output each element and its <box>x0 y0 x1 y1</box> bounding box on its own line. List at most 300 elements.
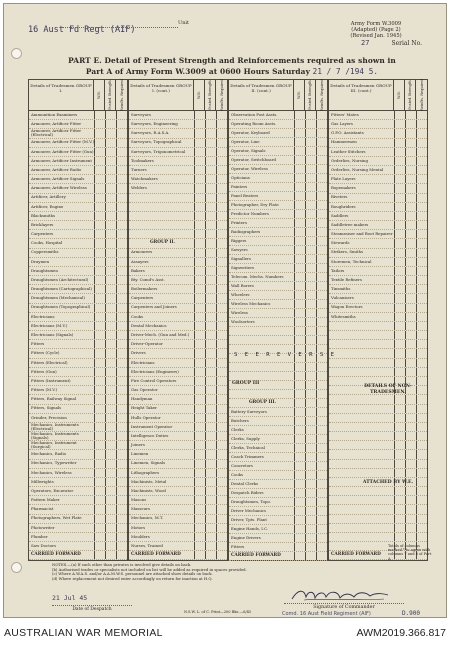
entry-cell <box>105 505 116 513</box>
table-row <box>229 219 327 228</box>
entry-cell <box>294 399 305 407</box>
entry-cell <box>105 533 116 541</box>
entry-cell <box>216 221 227 229</box>
entry-cell <box>294 534 305 542</box>
table-row <box>29 551 127 560</box>
entry-cell <box>116 267 127 275</box>
entry-cell <box>216 331 227 339</box>
entry-cell <box>294 444 305 452</box>
entry-cell <box>216 120 227 128</box>
trade-label <box>329 515 394 523</box>
entry-cell <box>294 237 305 245</box>
entry-cell <box>394 432 405 440</box>
trade-label <box>329 322 394 330</box>
table-row <box>329 304 427 313</box>
trade-label: Riveters <box>331 194 348 200</box>
entry-cell <box>305 462 316 470</box>
entry-cell <box>116 386 127 394</box>
trade-label: Wireless Mechanics <box>231 300 271 306</box>
trade-label <box>329 331 394 339</box>
entry-cell <box>305 300 316 308</box>
entry-cell <box>194 221 205 229</box>
table-row <box>129 423 227 432</box>
trade-label: Drivers <box>131 350 146 356</box>
entry-cell <box>416 221 427 229</box>
trade-label: Saddletree makers <box>331 221 369 227</box>
entry-cell <box>105 359 116 367</box>
entry-cell <box>294 291 305 299</box>
entry-cell <box>94 386 105 394</box>
entry-cell <box>405 230 416 238</box>
table-row <box>29 120 127 129</box>
trade-label: Woolsorters <box>231 318 255 324</box>
entry-cell <box>294 381 305 389</box>
form-line: Army Form W.3009 <box>350 21 402 27</box>
table-row <box>329 395 427 404</box>
entry-cell <box>294 219 305 227</box>
table-row <box>229 336 327 345</box>
entry-cell <box>416 139 427 147</box>
entry-cell <box>116 166 127 174</box>
entry-cell <box>416 249 427 257</box>
table-row <box>129 478 227 487</box>
table-row <box>129 184 227 193</box>
table-row <box>329 460 427 469</box>
entry-cell <box>416 432 427 440</box>
entry-cell <box>94 542 105 550</box>
entry-cell <box>116 304 127 312</box>
entry-cell <box>94 505 105 513</box>
table-row <box>29 524 127 533</box>
entry-cell <box>205 267 216 275</box>
entry-cell <box>116 395 127 403</box>
entry-cell <box>105 212 116 220</box>
column-heading: Details of Tradesmen GROUP I. <box>29 80 94 110</box>
entry-cell <box>205 340 216 348</box>
entry-cell <box>216 249 227 257</box>
trade-table-3 <box>228 79 328 561</box>
entry-cell <box>205 294 216 302</box>
entry-cell <box>105 111 116 119</box>
trade-label: Concretors <box>231 462 253 468</box>
entry-cell <box>305 129 316 137</box>
entry-cell <box>316 372 327 380</box>
trade-label: Welders <box>131 185 147 191</box>
entry-cell <box>216 395 227 403</box>
unit-stamp: Comd. 16 Aust Field Regiment (AIF) <box>282 611 371 617</box>
trade-label: Lithographers <box>131 469 160 475</box>
entry-cell <box>116 423 127 431</box>
entry-cell <box>194 524 205 532</box>
punch-hole <box>11 562 22 573</box>
entry-cell <box>305 255 316 263</box>
entry-cell <box>305 426 316 434</box>
entry-cell <box>116 414 127 422</box>
entry-cell <box>116 478 127 486</box>
entry-cell <box>216 267 227 275</box>
entry-cell <box>216 111 227 119</box>
punch-hole <box>11 48 22 59</box>
entry-cell <box>94 487 105 495</box>
column-heading: Details of Tradesmen GROUP II. (cont.) <box>229 80 294 110</box>
entry-cell <box>94 276 105 284</box>
entry-cell <box>416 148 427 156</box>
entry-cell <box>294 516 305 524</box>
entry-cell <box>305 363 316 371</box>
trade-label: Clerks, Supply <box>231 435 260 441</box>
entry-cell <box>205 524 216 532</box>
unit-line <box>28 17 268 35</box>
table-row <box>29 239 127 248</box>
trade-label: Panel Beaters <box>231 192 259 198</box>
entry-cell <box>116 276 127 284</box>
entry-cell <box>305 399 316 407</box>
entry-cell <box>305 498 316 506</box>
entry-cell <box>394 423 405 431</box>
entry-cell <box>194 203 205 211</box>
trade-label: Wall Borers <box>231 282 254 288</box>
column-heading: Details of Tradesmen GROUP III. (cont.) <box>329 80 394 110</box>
entry-cell <box>205 487 216 495</box>
entry-cell <box>316 291 327 299</box>
trade-label: Pattern Maker <box>31 497 60 503</box>
entry-cell <box>294 372 305 380</box>
trade-label: Photowriter <box>31 524 55 530</box>
table-row <box>329 487 427 496</box>
entry-cell <box>416 469 427 477</box>
entry-cell <box>116 359 127 367</box>
subcolumn-heading: Posted Strength <box>108 80 112 110</box>
entry-cell <box>105 120 116 128</box>
entry-cell <box>205 414 216 422</box>
entry-cell <box>416 331 427 339</box>
table-row <box>229 372 327 381</box>
entry-cell <box>94 441 105 449</box>
subcolumn-heading: W.E. <box>397 91 401 99</box>
entry-cell <box>194 239 205 247</box>
printer-line: N.S.W. L. of C. Print—200 Bks.—6/45 <box>184 610 252 614</box>
entry-cell <box>94 496 105 504</box>
trade-label: Hulls Operator <box>131 414 161 420</box>
entry-cell <box>405 469 416 477</box>
entry-cell <box>205 386 216 394</box>
table-row <box>229 516 327 525</box>
entry-cell <box>216 414 227 422</box>
table-row <box>29 377 127 386</box>
table-row <box>229 210 327 219</box>
title-line: Part A of Army Form W.3009 at 0600 Hours Saturday <box>85 67 310 76</box>
trade-label: Surveyors, Engineering <box>131 121 178 127</box>
entry-cell <box>194 340 205 348</box>
table-row <box>129 460 227 469</box>
entry-cell <box>105 405 116 413</box>
entry-cell <box>116 432 127 440</box>
table-row <box>129 405 227 414</box>
table-row <box>29 194 127 203</box>
entry-cell <box>316 201 327 209</box>
trade-label <box>129 230 194 238</box>
entry-cell <box>216 460 227 468</box>
signature-block <box>284 587 404 610</box>
trade-label: Fitters' Mates <box>331 111 359 117</box>
trade-label: Operator, Signals <box>231 147 266 153</box>
table-row <box>129 524 227 533</box>
trade-label: Instrument Operator <box>131 423 173 429</box>
entry-cell <box>305 507 316 515</box>
trade-label <box>329 368 394 376</box>
entry-cell <box>316 309 327 317</box>
entry-cell <box>405 313 416 321</box>
entry-cell <box>394 285 405 293</box>
trade-label: Fitters (Cycle) <box>31 350 60 356</box>
column-heading: Details of Tradesmen GROUP I. (cont.) <box>129 80 194 110</box>
entry-cell <box>405 505 416 513</box>
entry-cell <box>305 228 316 236</box>
entry-cell <box>94 469 105 477</box>
entry-cell <box>194 542 205 550</box>
entry-cell <box>105 414 116 422</box>
entry-cell <box>394 349 405 357</box>
entry-cell <box>116 111 127 119</box>
table-row <box>329 249 427 258</box>
table-row <box>29 157 127 166</box>
table-row <box>129 340 227 349</box>
table-row <box>229 192 327 201</box>
entry-cell <box>294 183 305 191</box>
entry-cell <box>94 423 105 431</box>
table-row <box>329 524 427 533</box>
entry-cell <box>194 359 205 367</box>
table-row <box>29 359 127 368</box>
table-row <box>229 201 327 210</box>
entry-cell <box>116 139 127 147</box>
entry-cell <box>305 246 316 254</box>
entry-cell <box>105 294 116 302</box>
entry-cell <box>205 349 216 357</box>
entry-cell <box>394 450 405 458</box>
entry-cell <box>116 313 127 321</box>
entry-cell <box>94 148 105 156</box>
trade-label: Fitters <box>31 341 45 347</box>
entry-cell <box>405 285 416 293</box>
entry-cell <box>305 174 316 182</box>
entry-cell <box>305 237 316 245</box>
table-row <box>229 507 327 516</box>
entry-cell <box>116 524 127 532</box>
subcolumn-heading: Reinfts. Required <box>219 79 224 111</box>
entry-cell <box>394 505 405 513</box>
trade-label: Draughtsmen (Topographical) <box>31 304 91 310</box>
entry-cell <box>394 322 405 330</box>
trade-label <box>329 533 394 541</box>
table-row <box>329 276 427 285</box>
trade-label: Mechanics, Typewriter <box>31 460 77 466</box>
entry-cell <box>305 552 316 560</box>
table-row <box>129 194 227 203</box>
entry-cell <box>305 471 316 479</box>
entry-cell <box>305 381 316 389</box>
entry-cell <box>216 505 227 513</box>
entry-cell <box>394 120 405 128</box>
entry-cell <box>194 322 205 330</box>
table-row <box>29 386 127 395</box>
entry-cell <box>94 212 105 220</box>
entry-cell <box>405 304 416 312</box>
trade-label: Operator, Switchboard <box>231 156 276 162</box>
table-row <box>229 435 327 444</box>
note-line: (b) Authorised trades or specialists not included on list will be added as required in spaces provided. <box>52 566 247 572</box>
entry-cell <box>405 139 416 147</box>
entry-cell <box>394 340 405 348</box>
trade-label: Mechanics, Instrument (Surgical) <box>31 441 77 450</box>
entry-cell <box>394 496 405 504</box>
table-row <box>129 432 227 441</box>
entry-cell <box>205 258 216 266</box>
entry-cell <box>416 441 427 449</box>
entry-cell <box>116 249 127 257</box>
entry-cell <box>316 390 327 398</box>
entry-cell <box>405 249 416 257</box>
entry-cell <box>305 534 316 542</box>
entry-cell <box>394 313 405 321</box>
entry-cell <box>194 139 205 147</box>
trade-label <box>329 432 394 440</box>
table-row <box>329 405 427 414</box>
entry-cell <box>316 174 327 182</box>
trade-label <box>229 372 294 380</box>
trade-label: Surveyors <box>131 111 151 117</box>
entry-cell <box>116 551 127 559</box>
trade-label: Signallers <box>231 255 251 261</box>
entry-cell <box>316 498 327 506</box>
table-row <box>29 487 127 496</box>
trade-label: Draughtsmen <box>31 267 58 273</box>
trade-label: Toolmakers <box>131 157 154 163</box>
entry-cell <box>205 239 216 247</box>
entry-cell <box>105 349 116 357</box>
table-row <box>329 414 427 423</box>
trade-label: Driver, Tpts. Plant <box>231 516 267 522</box>
table-row <box>129 111 227 120</box>
trade-label: Clerks <box>231 426 244 432</box>
table-row <box>129 304 227 313</box>
entry-cell <box>105 496 116 504</box>
entry-cell <box>116 487 127 495</box>
table-row <box>29 166 127 175</box>
trade-label <box>329 460 394 468</box>
table-row <box>29 258 127 267</box>
trade-label <box>129 203 194 211</box>
subcolumn-heading: Reinfts. Required <box>119 79 124 111</box>
table-row <box>329 212 427 221</box>
entry-cell <box>94 194 105 202</box>
table-row <box>129 157 227 166</box>
entry-cell <box>216 129 227 137</box>
trade-label: Mechanics, M.T. <box>131 515 164 521</box>
entry-cell <box>194 276 205 284</box>
entry-cell <box>416 368 427 376</box>
table-row <box>129 313 227 322</box>
entry-cell <box>205 166 216 174</box>
table-row <box>329 267 427 276</box>
trade-label <box>329 414 394 422</box>
entry-cell <box>116 505 127 513</box>
trade-label: Coach Trimmers <box>231 453 264 459</box>
entry-cell <box>216 148 227 156</box>
entry-cell <box>316 183 327 191</box>
table-row <box>329 432 427 441</box>
table-row <box>29 294 127 303</box>
table-row <box>229 129 327 138</box>
entry-cell <box>94 267 105 275</box>
stamp-number: D.900 <box>401 610 420 617</box>
entry-cell <box>205 533 216 541</box>
entry-cell <box>316 165 327 173</box>
table-row <box>329 349 427 358</box>
entry-cell <box>416 423 427 431</box>
entry-cell <box>416 166 427 174</box>
entry-cell <box>316 462 327 470</box>
entry-cell <box>94 157 105 165</box>
entry-cell <box>116 148 127 156</box>
entry-cell <box>116 203 127 211</box>
trade-label: Electricians (Engineers) <box>131 368 179 374</box>
table-row <box>129 120 227 129</box>
table-row <box>329 285 427 294</box>
signature-label: Signature of Commander <box>284 603 404 610</box>
entry-cell <box>316 318 327 326</box>
trade-label: Engine Hands, I.C. <box>231 525 269 531</box>
entry-cell <box>194 368 205 376</box>
entry-cell <box>316 552 327 560</box>
entry-cell <box>94 139 105 147</box>
entry-cell <box>394 111 405 119</box>
entry-cell <box>394 515 405 523</box>
table-row <box>29 340 127 349</box>
table-row <box>229 165 327 174</box>
trade-table-1 <box>28 79 128 561</box>
entry-cell <box>294 318 305 326</box>
entry-cell <box>405 276 416 284</box>
trade-label: Assayers <box>131 258 149 264</box>
entry-cell <box>205 423 216 431</box>
entry-cell <box>216 405 227 413</box>
table-row <box>229 273 327 282</box>
entry-cell <box>105 460 116 468</box>
trade-label: Grinder, Precision <box>31 414 67 420</box>
entry-cell <box>294 489 305 497</box>
entry-cell <box>316 480 327 488</box>
attached-by-we: ATTACHED BY W.E. <box>362 480 414 485</box>
entry-cell <box>294 129 305 137</box>
entry-cell <box>405 294 416 302</box>
entry-cell <box>316 192 327 200</box>
trade-label: Coppersmiths <box>31 249 59 255</box>
table-row <box>129 322 227 331</box>
entry-cell <box>294 282 305 290</box>
entry-cell <box>305 291 316 299</box>
entry-cell <box>105 313 116 321</box>
entry-cell <box>316 300 327 308</box>
entry-cell <box>305 453 316 461</box>
trade-label: Operator, Line <box>231 138 260 144</box>
entry-cell <box>205 331 216 339</box>
entry-cell <box>405 414 416 422</box>
entry-cell <box>205 322 216 330</box>
entry-cell <box>405 450 416 458</box>
trade-label: Artificer, Engine <box>31 203 64 209</box>
trade-label: Saddlers <box>331 212 349 218</box>
